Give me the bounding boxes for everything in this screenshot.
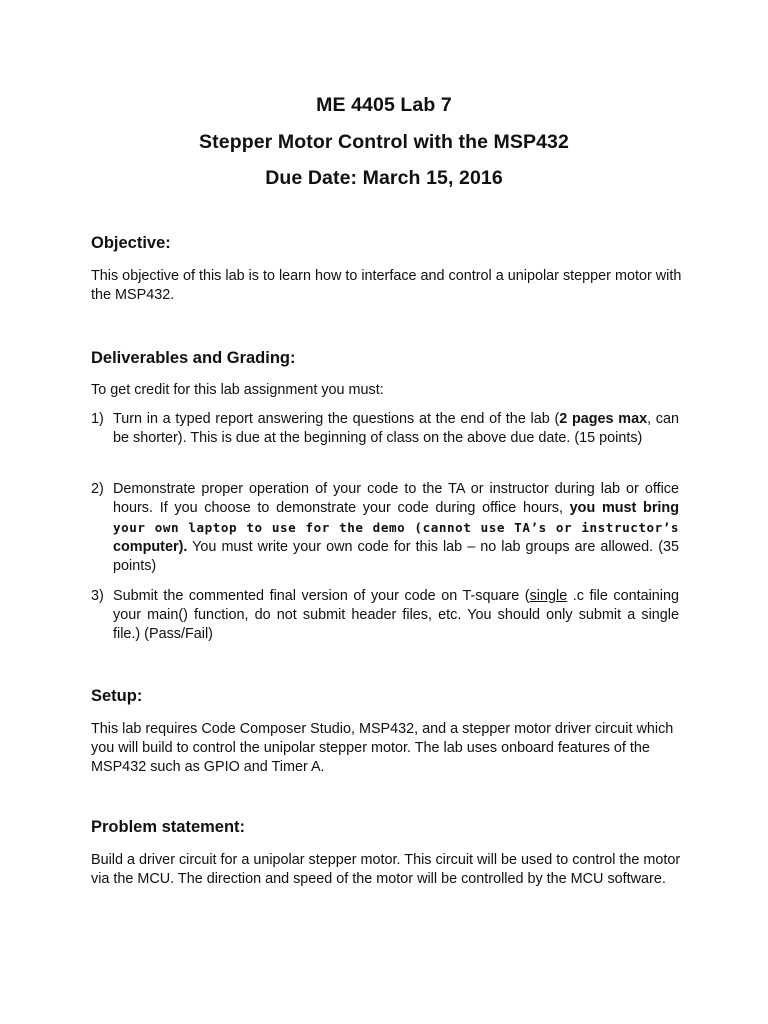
lab-title: Stepper Motor Control with the MSP432 [199, 131, 569, 153]
item1-bold: 2 pages max [559, 411, 648, 427]
setup-body [91, 720, 681, 777]
list-item-body [113, 410, 679, 448]
list-item-3 [91, 587, 679, 644]
problem-text: Build a driver circuit for a unipolar stepper motor. This circuit will be used to control the motor via the MCU. The direction and speed of the motor will be controlled by the MCU software. [91, 852, 681, 887]
item2-text-a: Demonstrate proper operation of your code to the TA or instructor during lab or office hours. If you choose to demonstrate your code during office hours, [113, 481, 679, 516]
item1-text-a: Turn in a typed report answering the questions at the end of the lab ( [113, 411, 560, 427]
objective-section [91, 234, 681, 253]
setup-heading: Setup: [91, 687, 143, 705]
due-date: Due Date: March 15, 2016 [265, 167, 503, 189]
setup-text: This lab requires Code Composer Studio, MSP432, and a stepper motor driver circuit which you will build to control the unipolar stepper motor. The lab uses onboard features of the MSP432 such as GPIO and Timer A. [91, 721, 674, 775]
item1-text-b: , can be shorter). This is due at the beginning of class on the above due date. (15 points) [113, 411, 679, 446]
list-number: 3) [91, 588, 104, 604]
objective-text: This objective of this lab is to learn how to interface and control a unipolar stepper motor with the MSP432. [91, 268, 682, 303]
course-title: ME 4405 Lab 7 [316, 94, 452, 116]
item3-text-a: Submit the commented final version of your code on T-square ( [113, 588, 530, 604]
list-item-body [113, 480, 679, 576]
list-number: 2) [91, 481, 104, 497]
list-item-1 [91, 410, 679, 448]
deliverables-heading: Deliverables and Grading: [91, 349, 296, 367]
deliverables-intro: To get credit for this lab assignment you must: [91, 382, 384, 398]
item2-text-b: You must write your own code for this lab – no lab groups are allowed. (35 points) [113, 539, 679, 574]
objective-heading: Objective: [91, 234, 171, 252]
item3-underline: single [529, 588, 568, 604]
list-number: 1) [91, 411, 104, 427]
item2-mono-bold: your own laptop to use for the demo (cannot use TA’s or instructor’s [113, 520, 679, 535]
deliverables-section [91, 349, 681, 368]
problem-heading: Problem statement: [91, 818, 246, 836]
problem-body [91, 851, 681, 889]
item3-text-b: .c file containing your main() function, do not submit header files, etc. You should only submit a single file.) (Pass/Fail) [113, 588, 679, 642]
item2-bold-2: computer). [113, 539, 188, 555]
deliverables-intro-block [91, 381, 681, 400]
item2-bold-1: you must bring [569, 500, 679, 516]
objective-body [91, 267, 683, 305]
list-item-body [113, 587, 679, 644]
setup-section [91, 687, 681, 706]
problem-section [91, 818, 681, 837]
list-item-2 [91, 480, 679, 576]
